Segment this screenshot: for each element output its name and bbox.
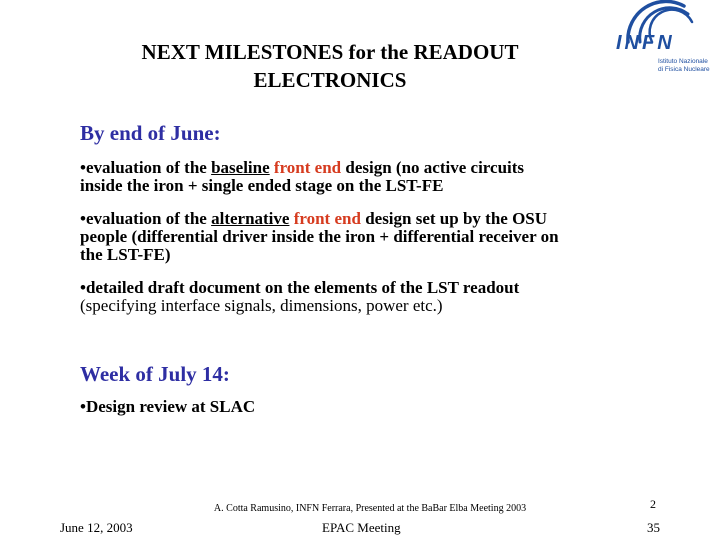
author-credit: A. Cotta Ramusino, INFN Ferrara, Presented at the BaBar Elba Meeting 2003 [213,503,527,514]
logo-subtitle-1: Istituto Nazionale [658,58,708,65]
title-line-1: NEXT MILESTONES for the READOUT [141,40,519,64]
infn-logo [604,0,720,82]
inner-page-number: 2 [650,497,656,511]
alternative-term: alternative [211,209,290,228]
footer-date: June 12, 2003 [60,520,133,535]
logo-subtitle-2: di Fisica Nucleare [658,66,710,73]
bullet-text: inside the iron + single ended stage on the LST-FE [80,176,444,195]
bullet-text: (specifying interface signals, dimensions, power etc.) [80,296,443,315]
bullet-text: design set up by the OSU [360,209,548,228]
front-end-term: front end [269,158,342,177]
bullet-baseline [80,159,670,195]
section-heading-june: By end of June: [80,121,221,145]
bullet-text: •detailed draft document on the elements of the LST readout [80,278,520,297]
footer-page-number: 35 [647,520,660,535]
page-title [100,38,560,94]
infn-logo-icon [604,0,720,82]
bullet-text: •evaluation of the [80,209,212,228]
bullet-alternative [80,210,670,264]
bullet-text: •evaluation of the [80,158,212,177]
section-heading-july: Week of July 14: [80,362,230,386]
bullet-text: people (differential driver inside the iron + differential receiver on [80,227,559,246]
title-line-2: ELECTRONICS [253,68,407,92]
bullet-text: the LST-FE) [80,245,171,264]
bullet-design-review: •Design review at SLAC [80,397,256,416]
footer-meeting: EPAC Meeting [322,520,401,535]
bullet-draft-document [80,279,670,315]
front-end-term: front end [289,209,361,228]
logo-name: INFN [616,32,675,54]
baseline-term: baseline [211,158,270,177]
bullet-text: design (no active circuits [341,158,525,177]
